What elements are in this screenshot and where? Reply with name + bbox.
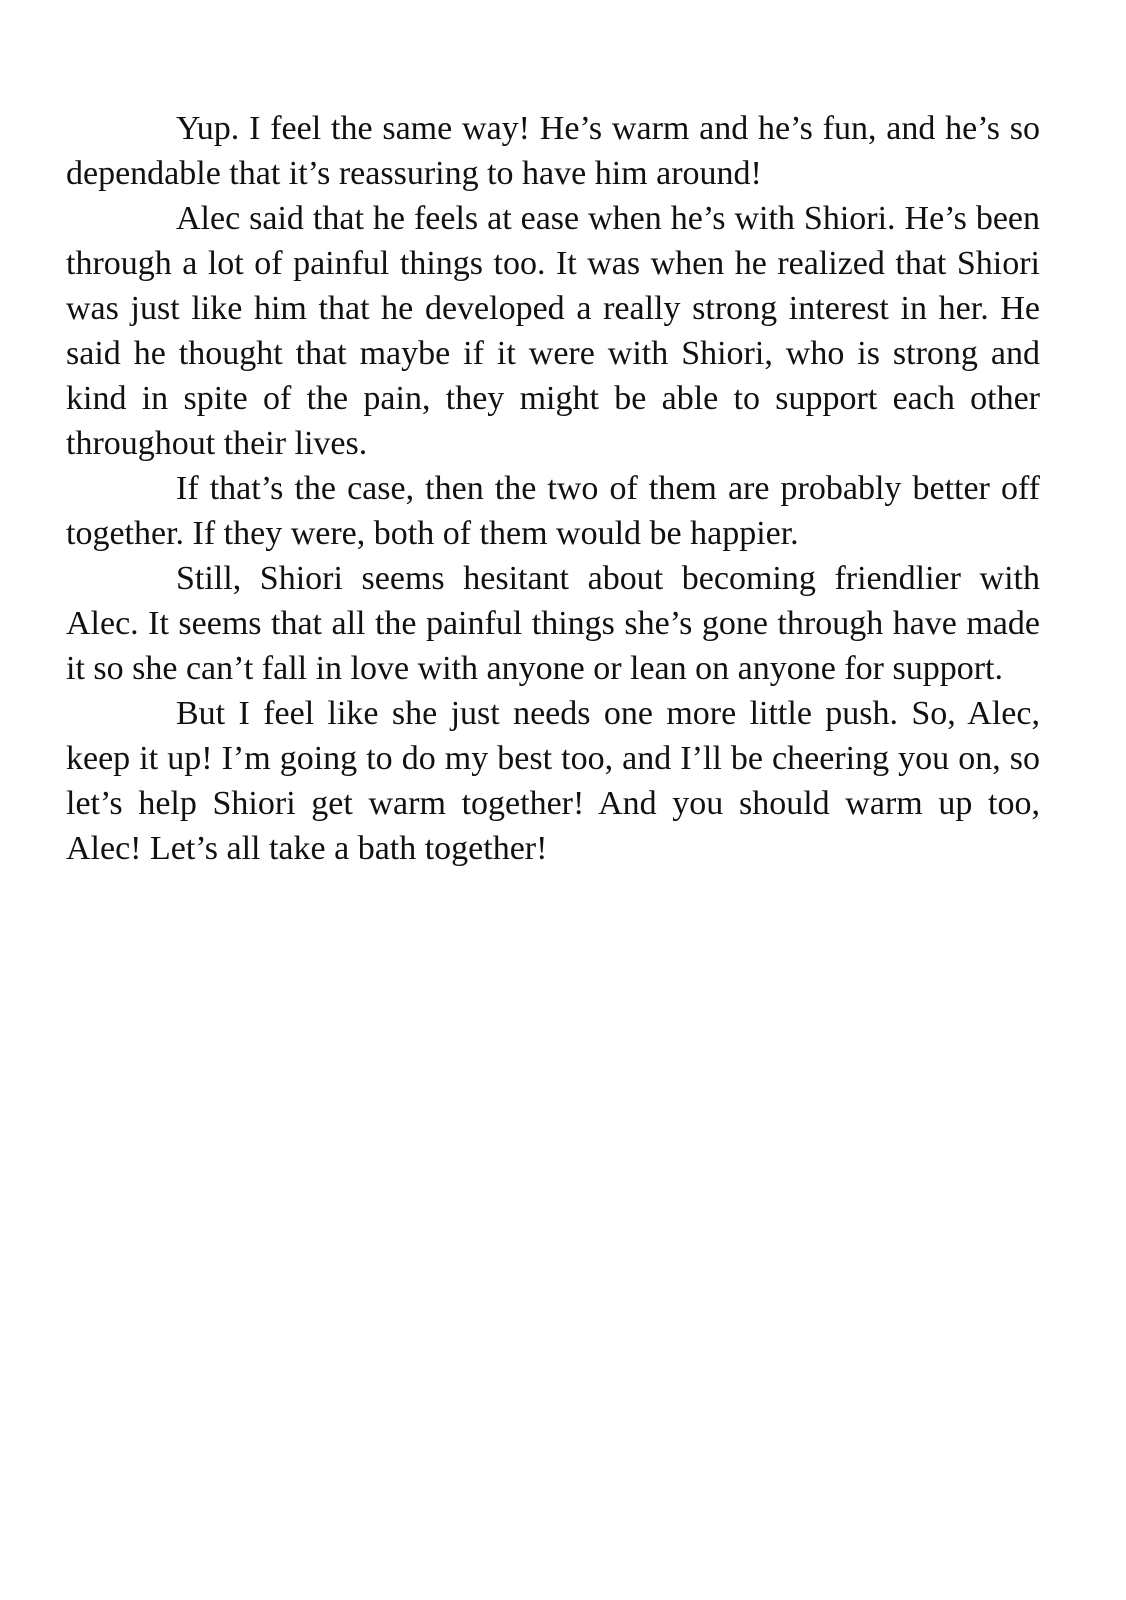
paragraph-4: Still, Shiori seems hesitant about becoming friendlier with Alec. It seems that all the painful things she’s gone through have made it so she can’t fall in love with anyone or lean on anyone for support. <box>66 560 1040 687</box>
paragraph-5: But I feel like she just needs one more little push. So, Alec, keep it up! I’m going to do my best too, and I’ll be cheering you on, so let’s help Shiori get warm together! And you should warm up too, Alec! Let’s all take a bath together! <box>66 695 1040 867</box>
paragraph-1: Yup. I feel the same way! He’s warm and he’s fun, and he’s so dependable that it’s reassuring to have him around! <box>66 110 1040 192</box>
paragraph-2: Alec said that he feels at ease when he’s with Shiori. He’s been through a lot of painful things too. It was when he realized that Shiori was just like him that he developed a really strong interest in her. He said he thought that maybe if it were with Shiori, who is strong and kind in spite of the pain, they might be able to support each other throughout their lives. <box>66 200 1040 462</box>
paragraph-3: If that’s the case, then the two of them are probably better off together. If they were, both of them would be happier. <box>66 470 1040 552</box>
body-text <box>66 106 1040 871</box>
